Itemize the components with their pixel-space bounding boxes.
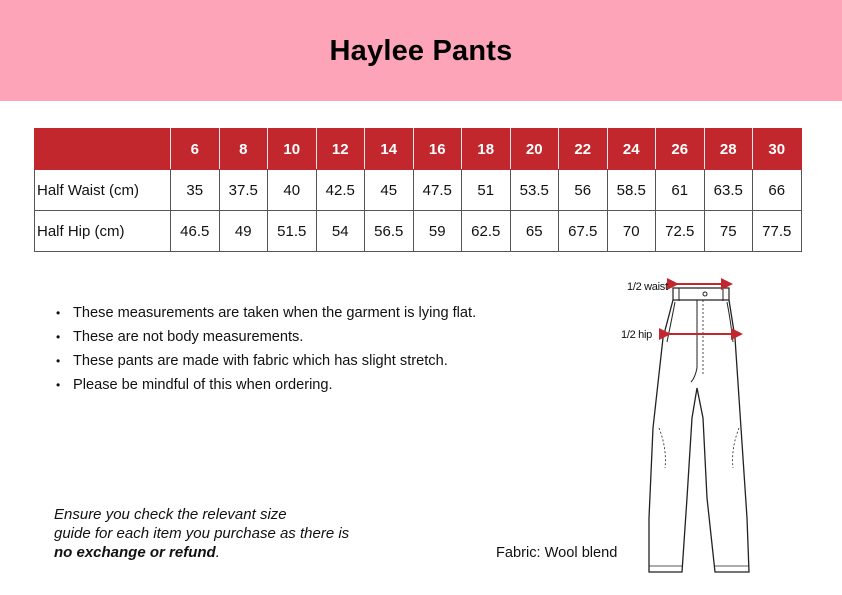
table-cell: 54 xyxy=(316,211,365,252)
row-label: Half Hip (cm) xyxy=(35,211,171,252)
table-row xyxy=(35,170,802,211)
table-cell: 61 xyxy=(656,170,705,211)
table-cell: 53.5 xyxy=(510,170,559,211)
table-cell: 56 xyxy=(559,170,608,211)
table-row xyxy=(35,211,802,252)
size-header-cell: 22 xyxy=(559,129,608,170)
size-header-cell: 28 xyxy=(704,129,753,170)
table-cell: 59 xyxy=(413,211,462,252)
size-header-row xyxy=(35,129,802,170)
table-cell: 37.5 xyxy=(219,170,268,211)
table-cell: 72.5 xyxy=(656,211,705,252)
table-cell: 63.5 xyxy=(704,170,753,211)
table-cell: 56.5 xyxy=(365,211,414,252)
table-cell: 46.5 xyxy=(171,211,220,252)
note-item: • Please be mindful of this when ordering. xyxy=(56,375,476,399)
note-item: • These pants are made with fabric which has slight stretch. xyxy=(56,351,476,375)
disclaimer-line xyxy=(54,543,414,562)
waist-label: 1/2 waist xyxy=(627,281,668,293)
no-refund-emphasis: no exchange or refund xyxy=(54,544,216,561)
title-banner xyxy=(0,0,842,101)
table-cell: 51 xyxy=(462,170,511,211)
note-item: • These are not body measurements. xyxy=(56,327,476,351)
note-item: • These measurements are taken when the garment is lying flat. xyxy=(56,303,476,327)
size-header-cell: 6 xyxy=(171,129,220,170)
table-cell: 67.5 xyxy=(559,211,608,252)
table-cell: 40 xyxy=(268,170,317,211)
table-cell: 45 xyxy=(365,170,414,211)
size-chart-table xyxy=(34,128,802,252)
table-cell: 70 xyxy=(607,211,656,252)
size-header-cell: 8 xyxy=(219,129,268,170)
disclaimer xyxy=(54,505,414,562)
size-header-cell: 12 xyxy=(316,129,365,170)
table-cell: 58.5 xyxy=(607,170,656,211)
header-corner-cell xyxy=(35,129,171,170)
table-cell: 51.5 xyxy=(268,211,317,252)
measurement-notes xyxy=(56,303,476,399)
table-cell: 49 xyxy=(219,211,268,252)
table-cell: 66 xyxy=(753,170,802,211)
fabric-label: Fabric: Wool blend xyxy=(496,545,618,561)
size-header-cell: 26 xyxy=(656,129,705,170)
row-label: Half Waist (cm) xyxy=(35,170,171,211)
table-cell: 75 xyxy=(704,211,753,252)
page-title: Haylee Pants xyxy=(329,35,513,67)
table-cell: 42.5 xyxy=(316,170,365,211)
pants-diagram xyxy=(615,278,765,580)
size-header-cell: 16 xyxy=(413,129,462,170)
size-header-cell: 14 xyxy=(365,129,414,170)
disclaimer-line: Ensure you check the relevant size xyxy=(54,506,287,523)
size-header-cell: 18 xyxy=(462,129,511,170)
size-header-cell: 30 xyxy=(753,129,802,170)
size-header-cell: 24 xyxy=(607,129,656,170)
disclaimer-line: guide for each item you purchase as there is xyxy=(54,525,350,542)
table-cell: 35 xyxy=(171,170,220,211)
table-cell: 65 xyxy=(510,211,559,252)
table-cell: 47.5 xyxy=(413,170,462,211)
disclaimer-end: . xyxy=(215,544,220,561)
table-cell: 62.5 xyxy=(462,211,511,252)
size-header-cell: 10 xyxy=(268,129,317,170)
hip-label: 1/2 hip xyxy=(621,329,652,341)
size-header-cell: 20 xyxy=(510,129,559,170)
table-cell: 77.5 xyxy=(753,211,802,252)
pants-outline-icon xyxy=(615,278,765,580)
